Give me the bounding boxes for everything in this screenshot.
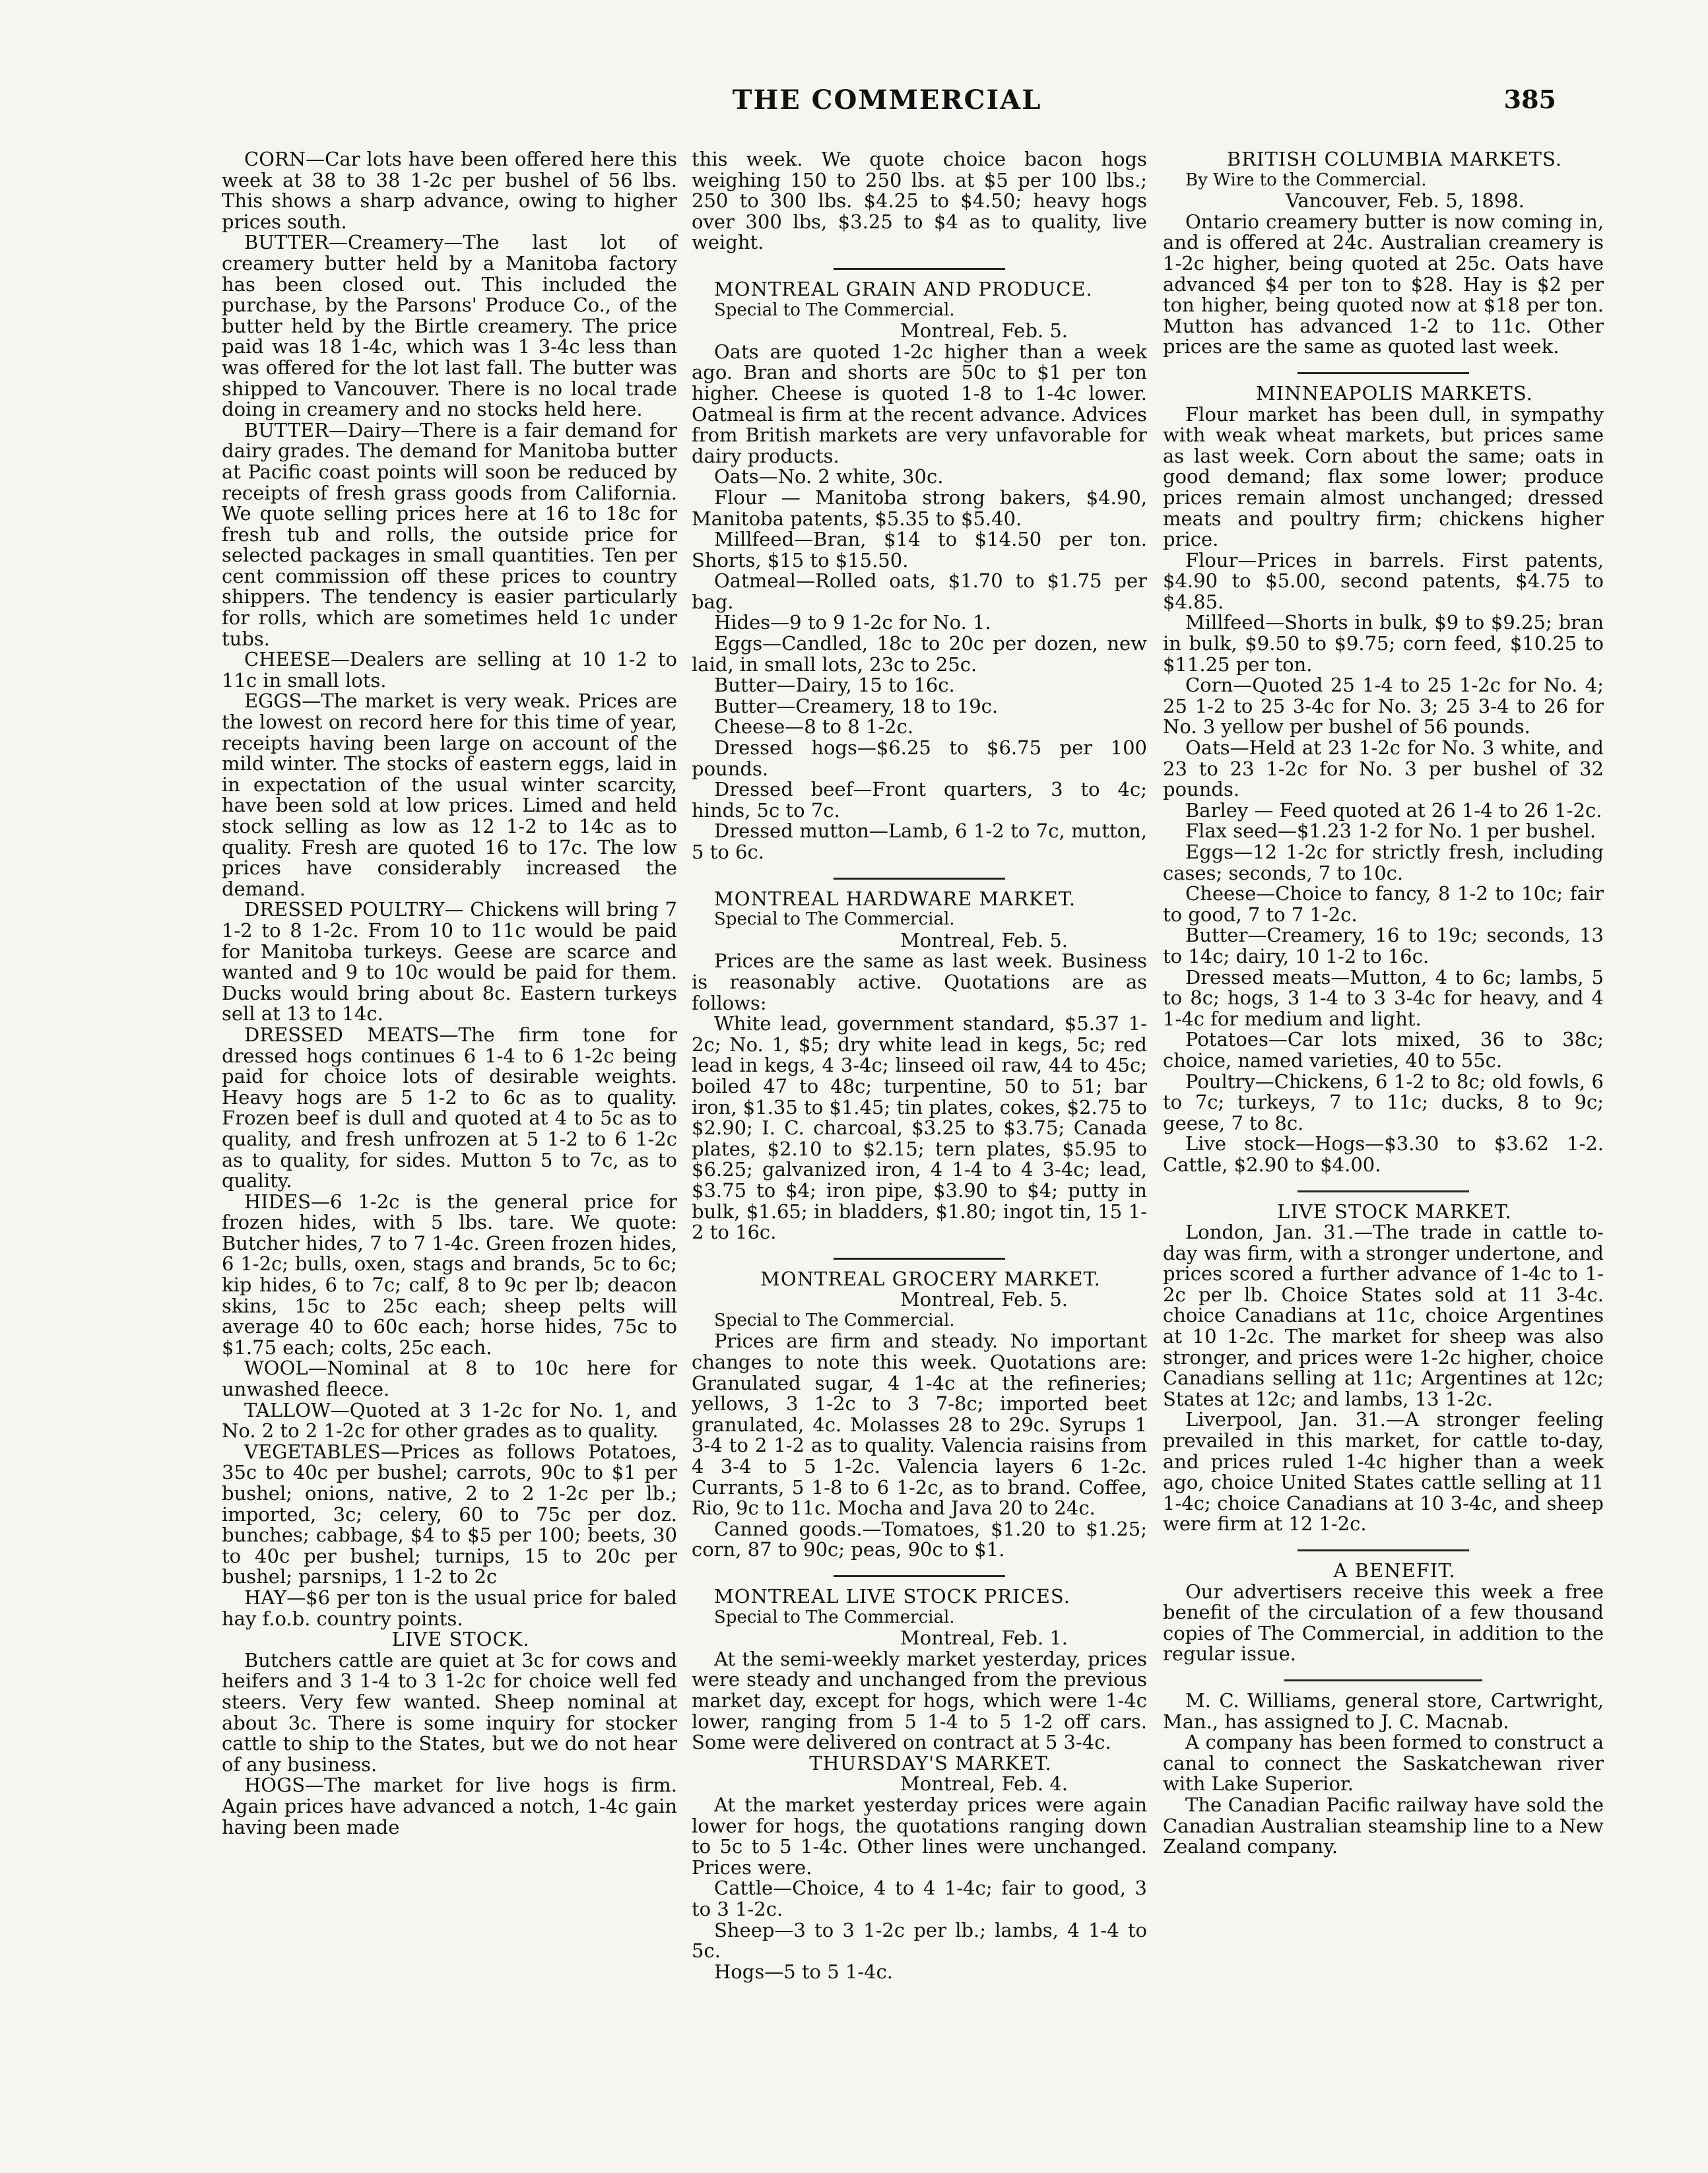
newspaper-title: THE COMMERCIAL [732,84,1042,115]
grain-line: Dressed beef—Front quarters, 3 to 4c; hinds, 5c to 7c. [692,778,1147,822]
grain-line: Butter—Creamery, 18 to 19c. [714,694,999,717]
minneapolis-line: Barley — Feed quoted at 26 1-4 to 26 1-2c. [1185,798,1602,822]
news-note: The Canadian Pacific railway have sold the Canadian Australian steamship line to a New Zealand company. [1163,1793,1604,1858]
thursday-line: At the market yesterday prices were again lower for hogs, the quotations ranging down to 5c to 5 1-4c. Other lines were unchanged. Prices were. [692,1793,1147,1879]
paragraph-vegetables: VEGETABLES—Prices as follows Potatoes, 35c to 40c per bushel; carrots, 90c to $1 per bushel; onions, native, 2 to 2 1-2c per lb.; imported, 3c; celery, 60 to 75c per doz. bunches; cabbage, $4 to $5 per 100; beets, 30 to 40c per bushel; turnips, 15 to 20c per bushel; parsnips, 1 1-2 to 2c [222,1440,677,1588]
live-stock-market-line: Liverpool, Jan. 31.—A stronger feeling prevailed in this market, for cattle to-day, and prices ruled 1-4c higher than a week ago, choice United States cattle selling at 11 1-4c; choice Canadians at 10 3-4c, and sheep were firm at 12 1-2c. [1163,1408,1604,1536]
grain-line: Flour — Manitoba strong bakers, $4.90, Manitoba patents, $5.35 to $5.40. [692,486,1147,530]
section-rule [834,878,1005,880]
minneapolis-line: Oats—Held at 23 1-2c for No. 3 white, and 23 to 23 1-2c for No. 3 per bushel of 32 pounds. [1163,736,1604,801]
minneapolis-line: Millfeed—Shorts in bulk, $9 to $9.25; bran in bulk, $9.50 to $9.75; corn feed, $10.25 to $11.25 per ton. [1163,611,1604,676]
grain-line: Hides—9 to 9 1-2c for No. 1. [714,611,991,634]
paragraph-cheese: CHEESE—Dealers are selling at 10 1-2 to 11c in small lots. [222,648,677,692]
column-2 [692,149,1147,1982]
hardware-line: White lead, government standard, $5.37 1-2c; No. 1, $5; dry white lead in kegs, 5c; red lead in kegs, 4 3-4c; linseed oil raw, 44 to 45c; boiled 47 to 48c; turpentine, 50 to 51; bar iron, $1.35 to $1.45; tin plates, cokes, $2.75 to $2.90; I. C. charcoal, $3.25 to $3.75; Canada plates, $2.10 to $2.15; tern plates, $5.95 to $6.25; galvanized iron, 4 1-4 to 4 3-4c; lead, $3.75 to $4; iron pipe, $3.90 to $4; putty in bulk, $1.65; in bladders, $1.80; ingot tin, 15 1-2 to 16c. [692,1012,1147,1244]
benefit-line: Our advertisers receive this week a free benefit of the circulation of a few thousand copies of The Commercial, in addition to the regular issue. [1163,1580,1604,1666]
paragraph-wool: WOOL—Nominal at 8 to 10c here for unwashed fleece. [222,1357,677,1401]
dateline: Vancouver, Feb. 5, 1898. [1286,189,1525,212]
heading-live-stock-market: LIVE STOCK MARKET. [1277,1200,1512,1223]
section-rule [834,268,1005,270]
heading-a-benefit: A BENEFIT. [1333,1559,1456,1582]
section-rule [1297,372,1469,374]
paragraph-hogs: HOGS—The market for live hogs is firm. Again prices have advanced a notch, 1-4c gain having been made [222,1774,677,1838]
heading-live-stock: LIVE STOCK. [391,1628,530,1651]
heading-montreal-grocery: MONTREAL GROCERY MARKET. [760,1267,1101,1290]
grain-line: Dressed hogs—$6.25 to $6.75 per 100 pounds. [692,736,1147,780]
grain-line: Oatmeal—Rolled oats, $1.70 to $1.75 per bag. [692,569,1147,613]
paragraph-butter-creamery: BUTTER—Creamery—The last lot of creamery butter held by a Manitoba factory has been closed out. This included the purchase, by the Parsons' Produce Co., of the butter held by the Birtle creamery. The price paid was 18 1-4c, which was 1 3-4c less than was offered for the lot last fall. The butter was shipped to Vancouver. There is no local trade doing in creamery and no stocks held here. [222,231,677,421]
grocery-line: Prices are firm and steady. No important changes to note this week. Quotations are: Granulated sugar, 4 1-4c at the refineries; yellows, 3 1-2c to 3 7-8c; imported beet granulated, 4c. Molasses 28 to 29c. Syrups 1 3-4 to 2 1-2 as to quality. Valencia raisins from 4 3-4 to 5 1-2c. Valencia layers 6 1-2c. Currants, 5 1-8 to 6 1-2c, as to brand. Coffee, Rio, 9c to 11c. Mocha and Java 20 to 24c. [692,1330,1147,1520]
dateline: Montreal, Feb. 4. [900,1772,1068,1796]
paragraph-dressed-meats: DRESSED MEATS—The firm tone for dressed hogs continues 6 1-4 to 6 1-2c being paid for choice lots of desirable weights. Heavy hogs are 5 1-2 to 6c as to quality. Frozen beef is dull and quoted at 4 to 5c as to quality, and fresh unfrozen at 5 1-2 to 6 1-2c as to quality, for sides. Mutton 5 to 7c, as to quality. [222,1023,677,1192]
bc-line: Ontario creamery butter is now coming in, and is offered at 24c. Australian creamery is 1-2c higher, being quoted at 25c. Oats have advanced $4 per ton to $28. Hay is $2 per ton higher, being quoted now at $18 per ton. Mutton has advanced 1-2 to 11c. Other prices are the same as quoted last week. [1163,210,1604,358]
paragraph-hay: HAY—$6 per ton is the usual price for baled hay f.o.b. country points. [222,1586,677,1630]
thursday-line: Cattle—Choice, 4 to 4 1-4c; fair to good, 3 to 3 1-2c. [692,1877,1147,1920]
minneapolis-line: Potatoes—Car lots mixed, 36 to 38c; choice, named varieties, 40 to 55c. [1163,1028,1604,1072]
section-rule [1297,1190,1469,1192]
minneapolis-line: Poultry—Chickens, 6 1-2 to 8c; old fowls, 6 to 7c; turkeys, 7 to 11c; ducks, 8 to 9c; geese, 7 to 8c. [1163,1070,1604,1134]
heading-montreal-live-stock: MONTREAL LIVE STOCK PRICES. [714,1585,1070,1607]
paragraph-tallow: TALLOW—Quoted at 3 1-2c for No. 1, and No. 2 to 2 1-2c for other grades as to quality. [222,1398,677,1443]
section-rule [1284,1679,1482,1681]
dateline: Montreal, Feb. 5. [900,928,1068,952]
heading-minneapolis: MINNEAPOLIS MARKETS. [1256,381,1533,405]
minneapolis-line: Live stock—Hogs—$3.30 to $3.62 1-2. Cattle, $2.90 to $4.00. [1163,1132,1604,1176]
paragraph-butter-dairy: BUTTER—Dairy—There is a fair demand for dairy grades. The demand for Manitoba butter at Pacific coast points will soon be reduced by receipts of fresh grass goods from California. We quote selling prices here at 16 to 18c for fresh tub and rolls, the outside price for selected packages in small quantities. Ten per cent commission off these prices to country shippers. The tendency is easier particularly for rolls, which are sometimes held 1c under tubs. [222,418,677,650]
grocery-line: Canned goods.—Tomatoes, $1.20 to $1.25; corn, 87 to 90c; peas, 90c to $1. [692,1517,1147,1561]
dateline: Montreal, Feb. 1. [900,1627,1068,1650]
grain-line: Cheese—8 to 8 1-2c. [714,715,914,738]
hardware-line: Prices are the same as last week. Business is reasonably active. Quotations are as follows: [692,950,1147,1014]
paragraph-corn: CORN—Car lots have been offered here this week at 38 to 38 1-2c per bushel of 56 lbs. This shows a sharp advance, owing to higher prices south. [222,148,677,233]
minneapolis-line: Corn—Quoted 25 1-4 to 25 1-2c for No. 4; 25 1-2 to 25 3-4c for No. 3; 25 3-4 to 26 for No. 3 yellow per bushel of 56 pounds. [1163,674,1604,738]
grain-line: Oats are quoted 1-2c higher than a week ago. Bran and shorts are 50c to $1 per ton higher. Cheese is quoted 1-8 to 1-4c lower. Oatmeal is firm at the recent advance. Advices from British markets are very unfavorable for dairy products. [692,340,1147,467]
masthead [218,84,1556,124]
minneapolis-line: Eggs—12 1-2c for strictly fresh, including cases; seconds, 7 to 10c. [1163,841,1604,884]
grain-line: Dressed mutton—Lamb, 6 1-2 to 7c, mutton, 5 to 6c. [692,820,1147,863]
special-line: Special to The Commercial. [714,1310,955,1330]
livestock-line: At the semi-weekly market yesterday, prices were steady and unchanged from the previous market day, except for hogs, which were 1-4c lower, ranging from 5 1-4 to 5 1-2 off cars. Some were delivered on contract at 5 3-4c. [692,1647,1147,1754]
paragraph-hogs-continued: this week. We quote choice bacon hogs weighing 150 to 250 lbs. at $5 per 100 lbs.; 250 to 300 lbs. $4.25 to $4.50; heavy hogs over 300 lbs, $3.25 to $4 as to quality, live weight. [692,148,1147,254]
paragraph-hides: HIDES—6 1-2c is the general price for frozen hides, with 5 lbs. tare. We quote: Butcher hides, 7 to 7 1-4c. Green frozen hides, 6 1-2c; bulls, oxen, stags and brands, 5c to 6c; kip hides, 6 to 7c; calf, 8 to 9c per lb; deacon skins, 15c to 25c each; sheep pelts will average 40 to 60c each; horse hides, 75c to $1.75 each; colts, 25c each. [222,1190,677,1359]
byline: By Wire to the Commercial. [1185,170,1427,190]
minneapolis-line: Flour—Prices in barrels. First patents, $4.90 to $5.00, second patents, $4.75 to $4.85. [1163,548,1604,613]
paragraph-dressed-poultry: DRESSED POULTRY— Chickens will bring 7 1-2 to 8 1-2c. From 10 to 11c would be paid for Manitoba turkeys. Geese are scarce and wanted and 9 to 10c would be paid for them. Ducks would bring about 8c. Eastern turkeys sell at 13 to 14c. [222,898,677,1025]
heading-thursdays-market: THURSDAY'S MARKET. [809,1751,1052,1774]
grain-line: Butter—Dairy, 15 to 16c. [714,674,955,697]
dateline: Montreal, Feb. 5. [900,1288,1068,1311]
news-note: A company has been formed to construct a canal to connect the Saskatchewan river with Lake Superior. [1163,1731,1604,1796]
thursday-line: Sheep—3 to 3 1-2c per lb.; lambs, 4 1-4 to 5c. [692,1918,1147,1962]
special-line: Special to The Commercial. [714,300,955,320]
section-rule [1297,1549,1469,1551]
minneapolis-line: Butter—Creamery, 16 to 19c; seconds, 13 to 14c; dairy, 10 1-2 to 16c. [1163,924,1604,967]
grain-line: Eggs—Candled, 18c to 20c per dozen, new laid, in small lots, 23c to 25c. [692,632,1147,676]
paragraph-eggs: EGGS—The market is very weak. Prices are the lowest on record here for this time of year, receipts having been large on account of the mild winter. The stocks of eastern eggs, laid in in expectation of the usual winter scarcity, have been sold at low prices. Limed and held stock selling as low as 12 1-2 to 14c as to quality. Fresh are quoted 16 to 17c. The low prices have considerably increased the demand. [222,690,677,900]
news-note: M. C. Williams, general store, Cartwright, Man., has assigned to J. C. Macnab. [1163,1689,1604,1733]
minneapolis-line: Flax seed—$1.23 1-2 for No. 1 per bushel. [1185,820,1596,843]
grain-line: Millfeed—Bran, $14 to $14.50 per ton. Shorts, $15 to $15.50. [692,528,1147,571]
special-line: Special to The Commercial. [714,909,955,930]
paragraph-butchers-cattle: Butchers cattle are quiet at 3c for cows and heifers and 3 1-4 to 3 1-2c for choice well fed steers. Very few wanted. Sheep nominal at about 3c. There is some inquiry for stocker cattle to ship to the States, but we do not hear of any business. [222,1648,677,1776]
page-number: 385 [1503,84,1556,114]
special-line: Special to The Commercial. [714,1607,955,1627]
section-rule [834,1575,1005,1577]
thursday-line: Hogs—5 to 5 1-4c. [714,1960,894,1983]
heading-british-columbia: BRITISH COLUMBIA MARKETS. [1226,148,1563,170]
heading-montreal-hardware: MONTREAL HARDWARE MARKET. [714,887,1076,910]
minneapolis-line: Dressed meats—Mutton, 4 to 6c; lambs, 5 to 8c; hogs, 3 1-4 to 3 3-4c for heavy, and 4 1-4c for medium and light. [1163,965,1604,1030]
minneapolis-line: Flour market has been dull, in sympathy with weak wheat markets, but prices same as last week. Corn about the same; oats in good demand; flax some lower; produce prices remain almost unchanged; dressed meats and poultry firm; chickens higher price. [1163,403,1604,551]
section-rule [834,1258,1005,1260]
grain-line: Oats—No. 2 white, 30c. [714,465,944,488]
heading-montreal-grain: MONTREAL GRAIN AND PRODUCE. [714,277,1093,300]
column-1 [222,149,677,1838]
dateline: Montreal, Feb. 5. [900,319,1068,342]
column-3 [1163,149,1604,1858]
minneapolis-line: Cheese—Choice to fancy, 8 1-2 to 10c; fair to good, 7 to 7 1-2c. [1163,882,1604,926]
live-stock-market-line: London, Jan. 31.—The trade in cattle to-day was firm, with a stronger undertone, and prices scored a further advance of 1-4c to 1-2c per lb. Choice States sold at 11 3-4c. choice Canadians at 11c, choice Argentines at 10 1-2c. The market for sheep was also stronger, and prices were 1-2c higher, choice Canadians selling at 11c; Argentines at 12c; States at 12c; and lambs, 13 1-2c. [1163,1221,1604,1410]
